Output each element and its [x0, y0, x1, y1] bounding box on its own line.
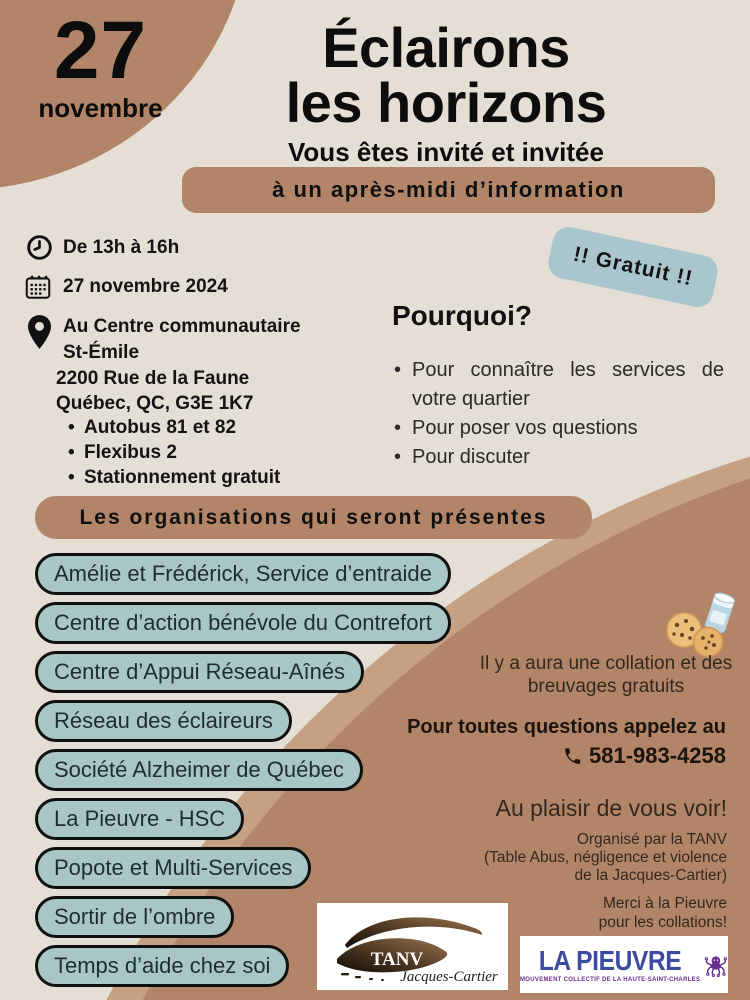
thanks-line2: pour les collations!	[598, 914, 727, 931]
organisation-pill: Centre d’action bénévole du Contrefort	[35, 602, 451, 644]
date-block	[28, 5, 173, 123]
phone-icon	[563, 747, 582, 766]
snack-note	[470, 652, 742, 698]
time-row	[26, 234, 179, 261]
organisation-pill: Centre d’Appui Réseau-Aînés	[35, 651, 364, 693]
octopus-icon	[704, 944, 728, 986]
venue-row	[26, 314, 301, 366]
venue-line2: St-Émile	[63, 342, 140, 363]
transport-list	[68, 415, 280, 490]
transport-item: • Autobus 81 et 82	[68, 415, 280, 440]
organizer-line1: Organisé par la TANV	[576, 831, 727, 848]
organisation-pill: La Pieuvre - HSC	[35, 798, 244, 840]
snack-note-line1: Il y a aura une collation et des	[479, 653, 733, 674]
venue-line1: Au Centre communautaire	[63, 316, 301, 337]
venue-label	[63, 314, 301, 366]
pieuvre-logo	[520, 936, 728, 993]
transport-item: • Flexibus 2	[68, 440, 280, 465]
organizer-block	[484, 831, 727, 885]
tanv-acronym: TANV	[370, 949, 424, 970]
why-item: • Pour poser vos questions	[392, 414, 724, 443]
organisation-pill: Popote et Multi-Services	[35, 847, 311, 889]
cookies-milk-icon	[662, 588, 740, 660]
tanv-eye-logo-graphic	[317, 903, 508, 990]
subtitle: Vous êtes invité et invitée	[288, 137, 604, 167]
organisation-pill: Réseau des éclaireurs	[35, 700, 292, 742]
why-heading: Pourquoi?	[392, 300, 532, 331]
address-line1: 2200 Rue de la Faune	[56, 368, 250, 389]
closing-line: Au plaisir de vous voir!	[495, 795, 727, 821]
why-item: • Pour connaître les services de votre quartier	[392, 356, 724, 414]
questions-label: Pour toutes questions appelez au	[407, 716, 726, 738]
tanv-logo	[317, 903, 508, 990]
title-block	[170, 16, 722, 168]
questions-block	[407, 714, 726, 769]
pieuvre-title: LA PIEUVRE	[538, 944, 682, 976]
page-title-line2: les horizons	[285, 71, 607, 134]
organisation-pill: Temps d’aide chez soi	[35, 945, 289, 987]
organisation-pill: Sortir de l’ombre	[35, 896, 234, 938]
free-badge-label: !! Gratuit !!	[571, 242, 695, 291]
address-block	[56, 366, 253, 416]
organizer-line3: de la Jacques-Cartier)	[574, 867, 727, 884]
full-date-label: 27 novembre 2024	[63, 276, 228, 297]
organizer-line2: (Table Abus, négligence et violence	[484, 849, 727, 866]
info-banner	[182, 167, 715, 213]
page-title-line1: Éclairons	[322, 16, 570, 79]
pieuvre-subtitle: MOUVEMENT COLLECTIF DE LA HAUTE-SAINT-CHARLES	[520, 976, 701, 983]
why-list	[392, 356, 724, 472]
clock-icon	[26, 234, 53, 261]
organisations-heading	[35, 496, 592, 539]
organisation-pill: Amélie et Frédérick, Service d’entraide	[35, 553, 451, 595]
organisation-pill: Société Alzheimer de Québec	[35, 749, 363, 791]
location-pin-icon	[26, 314, 53, 350]
tanv-name: Jacques-Cartier	[400, 969, 498, 985]
phone-number: 581-983-4258	[588, 743, 726, 768]
organisations-heading-label: Les organisations qui seront présentes	[79, 505, 548, 529]
date-day: 27	[53, 5, 148, 96]
transport-item: • Stationnement gratuit	[68, 465, 280, 490]
date-month: novembre	[38, 93, 163, 123]
date-row	[23, 272, 228, 302]
thanks-block	[599, 894, 727, 932]
calendar-icon	[23, 272, 53, 302]
why-item: • Pour discuter	[392, 443, 724, 472]
thanks-line1: Merci à la Pieuvre	[602, 895, 727, 912]
time-label: De 13h à 16h	[63, 236, 180, 258]
info-banner-label: à un après-midi d’information	[272, 177, 625, 202]
free-badge	[545, 224, 720, 310]
pieuvre-text	[520, 944, 701, 983]
snack-note-line2: breuvages gratuits	[527, 676, 685, 697]
address-line2: Québec, QC, G3E 1K7	[56, 393, 254, 414]
phone-line	[407, 743, 726, 769]
